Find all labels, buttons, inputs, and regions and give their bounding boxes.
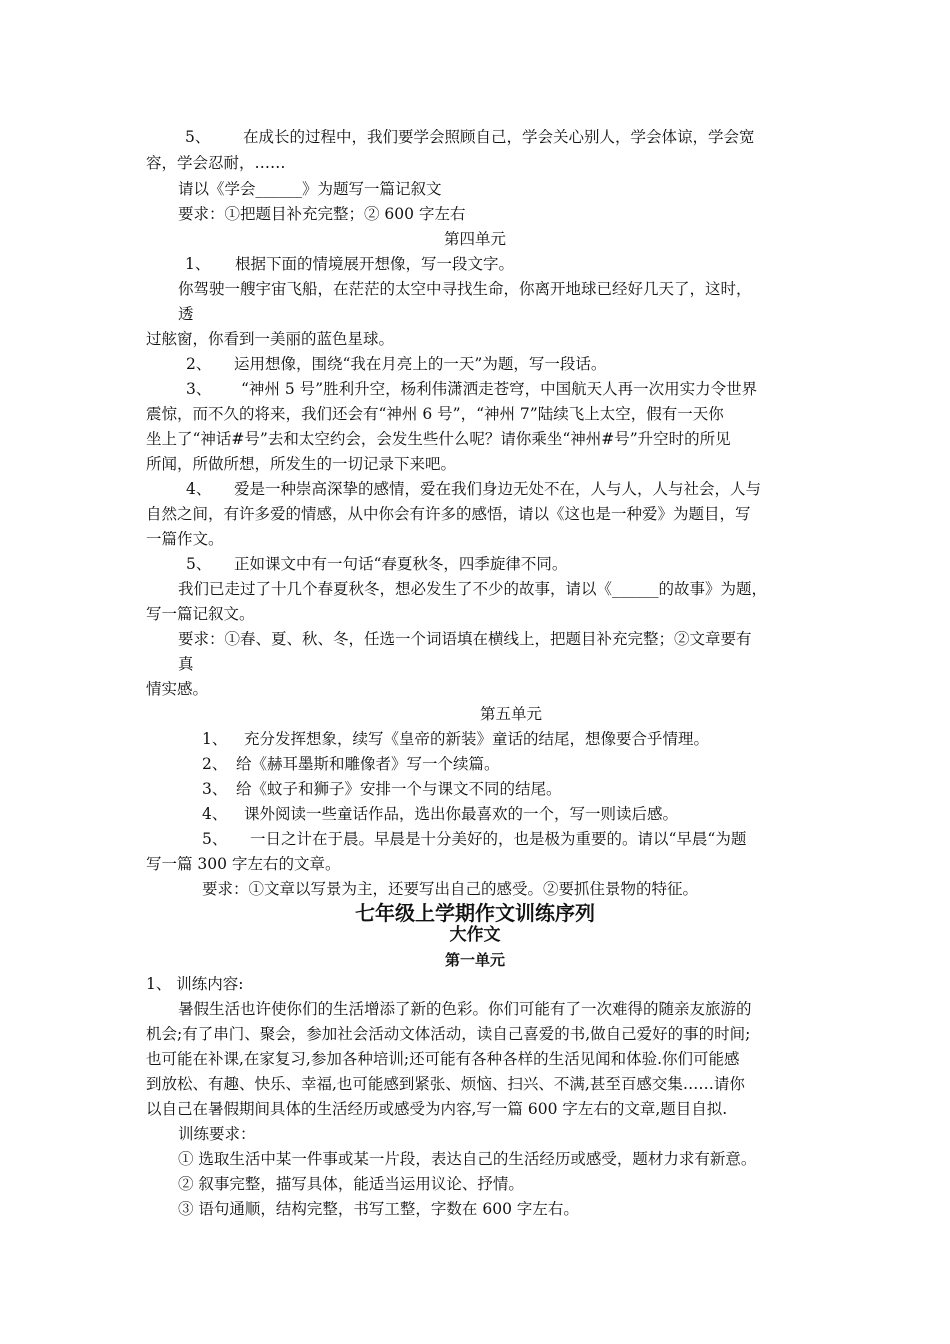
- unit-5-item-2: 2、 给《赫耳墨斯和雕像者》写一个续篇。: [202, 755, 500, 773]
- unit-4-item-5-line-5: 真: [178, 655, 194, 673]
- unit-4-item-1-line-2: 你驾驶一艘宇宙飞船，在茫茫的太空中寻找生命，你离开地球已经好几天了，这时，: [178, 280, 752, 298]
- requirement-1: ① 选取生活中某一件事或某一片段，表达自己的生活经历或感受，题材力求有新意。: [178, 1150, 757, 1168]
- unit-5-item-4: 4、 课外阅读一些童话作品，选出你最喜欢的一个，写一则读后感。: [202, 805, 679, 823]
- unit-4-item-1-line-3: 透: [178, 305, 194, 323]
- item-number: 1、: [185, 255, 211, 273]
- item-number: 3、: [186, 380, 212, 398]
- requirements-heading: 训练要求：: [178, 1125, 256, 1143]
- unit-5-item-5-line-1: 5、 一日之计在于晨。早晨是十分美好的，也是极为重要的。请以“早晨“为题: [202, 830, 747, 848]
- unit-4-item-5-line-3: 写一篇记叙文。: [146, 605, 255, 623]
- unit-4-item-3-line-4: 所闻，所做所想，所发生的一切记录下来吧。: [146, 455, 457, 473]
- writing-prompt: 请以《学会______》为题写一篇记叙文: [178, 180, 442, 198]
- item-5-line-2: 容，学会忍耐，……: [146, 154, 286, 172]
- item-number: 3、: [202, 780, 228, 798]
- unit-1-title: 第一单元: [444, 951, 505, 969]
- paragraph-line-1: 暑假生活也许使你们的生活增添了新的色彩。你们可能有了一次难得的随亲友旅游的: [178, 1000, 752, 1018]
- requirement-2: ② 叙事完整，描写具体，能适当运用议论、抒情。: [178, 1175, 524, 1193]
- item-5-line-1: 5、 在成长的过程中，我们要学会照顾自己，学会关心别人，学会体谅，学会宽: [185, 128, 755, 146]
- unit-4-item-3-line-2: 震惊，而不久的将来，我们还会有“神州 6 号”，“神州 7”陆续飞上太空，假有一天你: [146, 405, 724, 423]
- unit-5-item-3: 3、 给《蚊子和狮子》安排一个与课文不同的结尾。: [202, 780, 562, 798]
- sub-title: 大作文: [449, 925, 501, 945]
- unit-4-item-5-line-1: 5、 正如课文中有一句话“春夏秋冬，四季旋律不同。: [186, 555, 568, 573]
- content-heading: 1、 训练内容:: [146, 975, 244, 993]
- item-number: 5、: [202, 830, 228, 848]
- unit-4-item-4-line-1: 4、 爱是一种崇高深挚的感情，爱在我们身边无处不在，人与人，人与社会，人与: [186, 480, 762, 498]
- unit-4-item-4-line-3: 一篇作文。: [146, 530, 224, 548]
- paragraph-line-2: 机会;有了串门、聚会，参加社会活动文体活动，读自己喜爱的书,做自己爱好的事的时间;: [146, 1025, 751, 1043]
- unit-4-item-3-line-1: 3、 “神州 5 号”胜利升空，杨利伟潇洒走苍穹，中国航天人再一次用实力令世界: [186, 380, 758, 398]
- unit-5-requirement: 要求：①文章以写景为主，还要写出自己的感受。②要抓住景物的特征。: [202, 880, 699, 898]
- unit-4-item-1-line-4: 过舷窗，你看到一美丽的蓝色星球。: [146, 330, 395, 348]
- item-number: 5、: [186, 555, 212, 573]
- main-title: 七年级上学期作文训练序列: [355, 901, 595, 925]
- item-number: 2、: [186, 355, 212, 373]
- item-number: 1、: [202, 730, 228, 748]
- requirement-line: 要求：①把题目补充完整；② 600 字左右: [178, 205, 466, 223]
- requirement-3: ③ 语句通顺，结构完整，书写工整，字数在 600 字左右。: [178, 1200, 579, 1218]
- item-number: 5、: [185, 128, 211, 146]
- paragraph-line-4: 到放松、有趣、快乐、幸福,也可能感到紧张、烦恼、扫兴、不满,甚至百感交集……请你: [146, 1075, 745, 1093]
- unit-4-item-4-line-2: 自然之间，有许多爱的情感，从中你会有许多的感悟，请以《这也是一种爱》为题目，写: [146, 505, 751, 523]
- unit-5-item-5-line-2: 写一篇 300 字左右的文章。: [146, 855, 341, 873]
- unit-4-item-2: 2、 运用想像，围绕“我在月亮上的一天”为题，写一段话。: [186, 355, 607, 373]
- item-number: 4、: [186, 480, 212, 498]
- unit-4-item-5-line-6: 情实感。: [146, 680, 209, 698]
- unit-4-item-5-line-4: 要求：①春、夏、秋、冬，任选一个词语填在横线上，把题目补充完整；②文章要有: [178, 630, 752, 648]
- unit-4-item-1: 1、 根据下面的情境展开想像，写一段文字。: [185, 255, 515, 273]
- unit-4-title: 第四单元: [443, 230, 506, 248]
- paragraph-line-5: 以自己在暑假期间具体的生活经历或感受为内容,写一篇 600 字左右的文章,题目自拟.: [146, 1100, 728, 1118]
- item-number: 4、: [202, 805, 228, 823]
- unit-5-item-1: 1、 充分发挥想象，续写《皇帝的新装》童话的结尾，想像要合乎情理。: [202, 730, 710, 748]
- unit-4-item-5-line-2: 我们已走过了十几个春夏秋冬，想必发生了不少的故事，请以《______的故事》为题，: [178, 580, 768, 598]
- item-number: 2、: [202, 755, 228, 773]
- paragraph-line-3: 也可能在补课,在家复习,参加各种培训;还可能有各种各样的生活见闻和体验.你们可能感: [146, 1050, 740, 1068]
- unit-4-item-3-line-3: 坐上了“神话#号”去和太空约会，会发生些什么呢？请你乘坐“神州#号”升空时的所见: [146, 430, 731, 448]
- unit-5-title: 第五单元: [480, 705, 543, 723]
